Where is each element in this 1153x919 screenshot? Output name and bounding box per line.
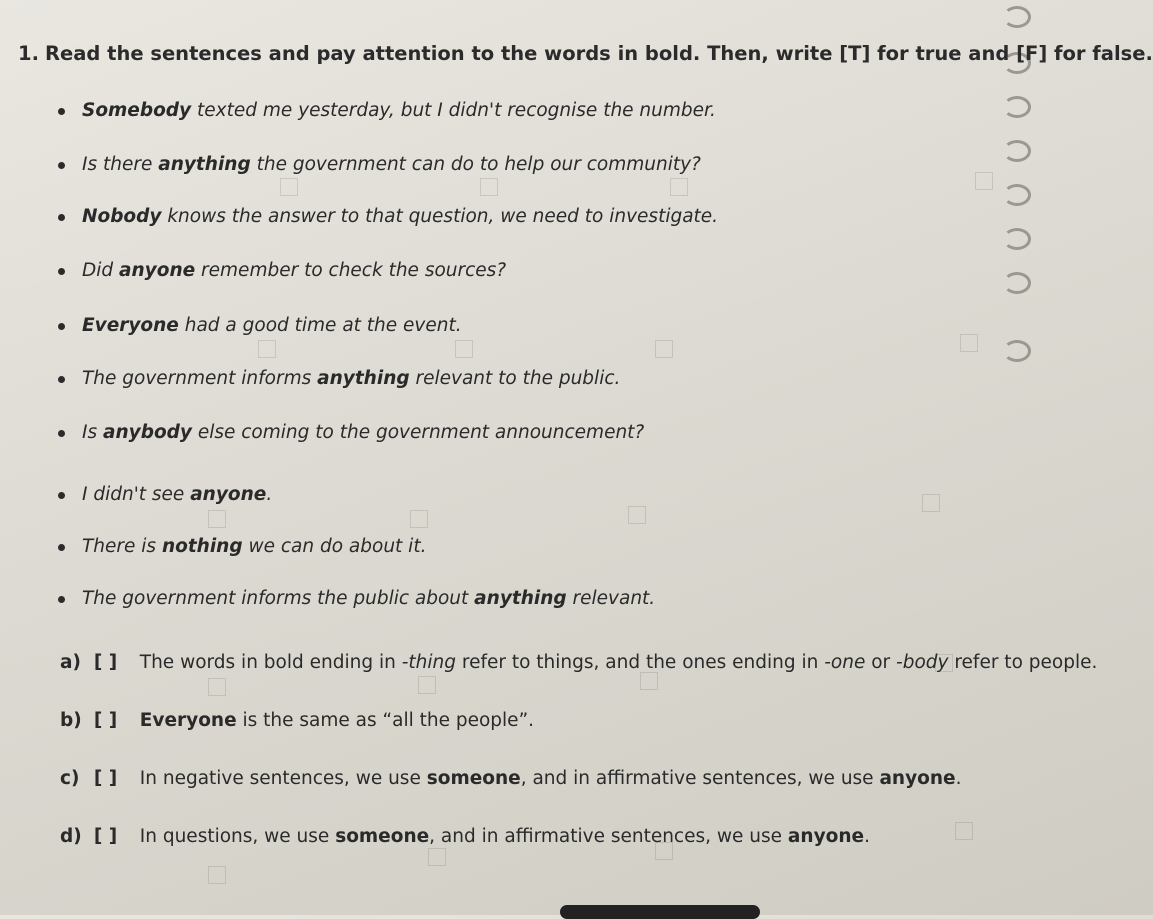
answer-box[interactable]: [ ] <box>93 768 118 789</box>
bullet-icon <box>58 214 65 221</box>
ghost-checkbox <box>208 866 226 884</box>
exercise-instruction <box>18 42 1153 65</box>
bold-word: anyone <box>190 484 267 505</box>
ghost-checkbox <box>922 494 940 512</box>
statement-d: d) [ ] In questions, we use someone, and in affirmative sentences, we use anyone. <box>60 826 870 847</box>
sentence-item: Everyone had a good time at the event. <box>64 315 462 336</box>
bold-word: anyone <box>787 826 865 847</box>
ghost-checkbox <box>258 340 276 358</box>
answer-box[interactable]: [ ] <box>93 826 118 847</box>
statement-letter: d) <box>60 826 82 847</box>
ghost-checkbox <box>428 848 446 866</box>
ghost-checkbox <box>208 510 226 528</box>
sentence-item: Is anybody else coming to the government announcement? <box>64 422 644 443</box>
bold-word: anyone <box>879 768 956 789</box>
statement-b: b) [ ] Everyone is the same as “all the people”. <box>60 710 535 731</box>
statement-a: a) [ ] The words in bold ending in -thing refer to things, and the ones ending in -one or -body refer to people. <box>60 652 1098 673</box>
sentence-item: The government informs anything relevant to the public. <box>64 368 620 389</box>
binding-ring <box>1003 228 1031 250</box>
ghost-checkbox <box>410 510 428 528</box>
bold-word: someone <box>426 768 521 789</box>
bullet-icon <box>58 268 65 275</box>
statement-c: c) [ ] In negative sentences, we use someone, and in affirmative sentences, we use anyone. <box>60 768 962 789</box>
bold-word: Nobody <box>82 206 162 227</box>
instruction-text: Read the sentences and pay attention to the words in bold. Then, write [T] for true and [F] for false. <box>44 42 1153 65</box>
ghost-checkbox <box>960 334 978 352</box>
bold-word: anything <box>474 588 567 609</box>
ghost-checkbox <box>955 822 973 840</box>
bold-word: someone <box>335 826 430 847</box>
bold-word: anything <box>158 154 251 175</box>
page-edge-shadow <box>560 905 760 919</box>
ghost-checkbox <box>628 506 646 524</box>
bold-word: anything <box>317 368 410 389</box>
bullet-icon <box>58 492 65 499</box>
bold-word: Everyone <box>139 710 237 731</box>
sentence-item: I didn't see anyone. <box>64 484 272 505</box>
bullet-icon <box>58 544 65 551</box>
sentence-item: The government informs the public about anything relevant. <box>64 588 655 609</box>
sentence-item: Nobody knows the answer to that question, we need to investigate. <box>64 206 718 227</box>
bold-word: anybody <box>102 422 192 443</box>
exercise-number: 1. <box>18 42 39 65</box>
sentence-item: Did anyone remember to check the sources? <box>64 260 506 281</box>
ghost-checkbox <box>655 340 673 358</box>
ghost-checkbox <box>640 672 658 690</box>
ghost-checkbox <box>208 678 226 696</box>
binding-ring <box>1003 340 1031 362</box>
bold-word: nothing <box>161 536 243 557</box>
bullet-icon <box>58 323 65 330</box>
binding-ring <box>1003 96 1031 118</box>
answer-box[interactable]: [ ] <box>93 710 118 731</box>
sentence-item: Somebody texted me yesterday, but I didn't recognise the number. <box>64 100 716 121</box>
ghost-checkbox <box>480 178 498 196</box>
binding-ring <box>1003 140 1031 162</box>
answer-box[interactable]: [ ] <box>93 652 118 673</box>
ghost-checkbox <box>670 178 688 196</box>
bold-word: Everyone <box>82 315 179 336</box>
bullet-icon <box>58 430 65 437</box>
ghost-checkbox <box>418 676 436 694</box>
bullet-icon <box>58 376 65 383</box>
ghost-checkbox <box>455 340 473 358</box>
binding-ring <box>1003 184 1031 206</box>
bold-word: anyone <box>119 260 196 281</box>
bullet-icon <box>58 596 65 603</box>
ghost-checkbox <box>975 172 993 190</box>
statement-letter: b) <box>60 710 82 731</box>
sentence-item: There is nothing we can do about it. <box>64 536 426 557</box>
bullet-icon <box>58 162 65 169</box>
binding-ring <box>1003 6 1031 28</box>
bold-word: Somebody <box>82 100 192 121</box>
statement-letter: c) <box>60 768 80 789</box>
statement-letter: a) <box>60 652 81 673</box>
ghost-checkbox <box>280 178 298 196</box>
bullet-icon <box>58 108 65 115</box>
sentence-item: Is there anything the government can do to help our community? <box>64 154 701 175</box>
binding-ring <box>1003 272 1031 294</box>
